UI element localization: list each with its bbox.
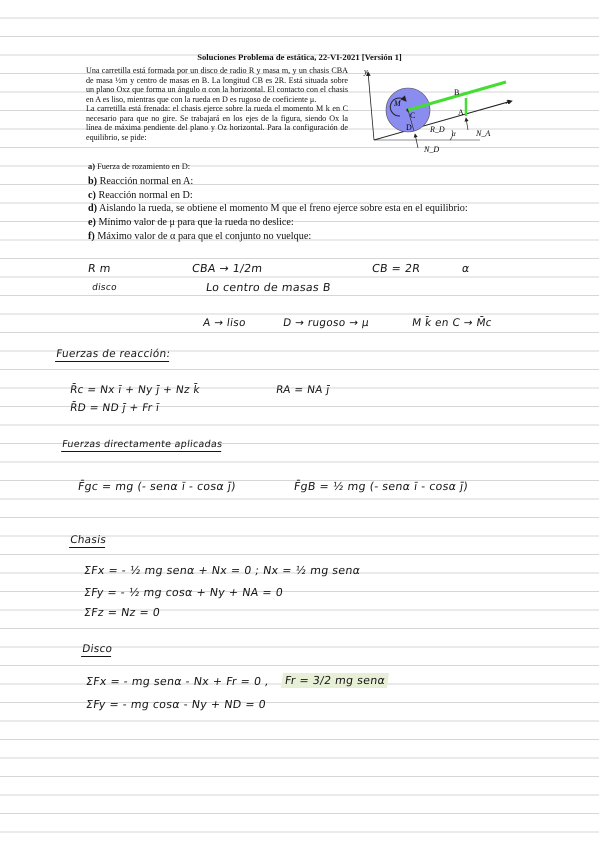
eq-chasis-fz: ΣFz = Nz = 0 — [83, 606, 161, 619]
heading-fuerzas-reaccion: Fuerzas de reacción: — [55, 348, 172, 360]
label-A: A — [458, 108, 464, 117]
y-axis-label: y — [364, 67, 368, 76]
question-c: c) Reacción normal en D: — [88, 190, 193, 201]
note-D-rugoso: D → rugoso → μ — [282, 317, 370, 329]
note-moment: M k̄ en C → M̄c — [411, 317, 493, 329]
problem-statement — [86, 66, 348, 142]
eq-chasis-fx: ΣFx = - ½ mg senα + Nx = 0 ; Nx = ½ mg senα — [83, 564, 362, 577]
question-e: e) Mínimo valor de μ para que la rueda no deslice: — [88, 217, 294, 228]
eq-disco-fy: ΣFy = - mg cosα - Ny + ND = 0 — [85, 698, 267, 711]
question-a: a) Fuerza de rozamiento en D: — [88, 162, 191, 171]
y-axis — [368, 72, 374, 140]
note-cb: CB = 2R — [371, 262, 422, 275]
eq-rc: R̄c = Nx ī + Ny j̄ + Nz k̄ — [69, 384, 201, 396]
heading-disco: Disco — [81, 643, 114, 655]
eq-fgc: F̄gc = mg (- senα ī - cosα j̄) — [77, 480, 237, 493]
label-C: C — [410, 111, 416, 120]
x-axis-label: x — [506, 97, 510, 106]
note-R-m: R m — [87, 262, 112, 275]
page-title: Soluciones Problema de estática, 22-VI-2021 [Versión 1] — [197, 52, 402, 62]
eq-ra: RA = NA j̄ — [275, 384, 331, 396]
problem-paragraph-1: Una carretilla está formada por un disco de radio R y masa m, y un chasis CBA de masa ½m y centro de masas en B. La longitud CB es 2R. Está situada sobre un plano Oxz que forma un ángulo α con la horizontal. El contacto con el chasis en A es liso, mientras que con la rueda en D es rugoso de coeficiente μ. — [86, 66, 348, 104]
result-fr-highlight: Fr = 3/2 mg senα — [281, 673, 389, 688]
note-A-liso: A → liso — [202, 317, 247, 329]
eq-fgb: F̄gB = ½ mg (- senα ī - cosα j̄) — [293, 480, 469, 493]
normal-A-arrow — [466, 118, 468, 130]
note-centro-masas: Lo centro de masas B — [205, 281, 332, 294]
note-cba: CBA → 1/2m — [191, 262, 264, 275]
label-B: B — [454, 88, 460, 97]
label-RD: R_D — [430, 125, 445, 134]
wheelbarrow-figure — [360, 60, 520, 160]
label-M: M — [394, 99, 401, 108]
problem-paragraph-2: La carretilla está frenada: el chasis ejerce sobre la rueda el momento M k en C necesario para que no gire. Se trabajará en los ejes de la figura, siendo Ox la línea de máxima pendiente del plano y Oz horizontal. Para la configuración de equilibrio, se pide: — [86, 104, 348, 142]
eq-disco-fx: ΣFx = - mg senα - Nx + Fr = 0 , — [85, 675, 270, 688]
label-D: D — [406, 123, 412, 132]
question-f: f) Máximo valor de α para que el conjunto no vuelque: — [88, 231, 312, 242]
normal-D-arrow — [415, 134, 418, 148]
question-b: b) Reacción normal en A: — [88, 176, 194, 187]
label-ND: N_D — [424, 145, 440, 154]
note-alpha: α — [461, 262, 471, 275]
eq-rd: R̄D = ND j̄ + Fr ī — [69, 402, 161, 414]
heading-chasis: Chasis — [69, 534, 108, 546]
eq-chasis-fy: ΣFy = - ½ mg cosα + Ny + NA = 0 — [83, 586, 284, 599]
note-disco: disco — [91, 283, 118, 293]
label-NA: N_A — [476, 129, 491, 138]
heading-fuerzas-aplicadas: Fuerzas directamente aplicadas — [61, 439, 224, 450]
alpha-label: α — [452, 130, 456, 138]
question-d: d) Aislando la rueda, se obtiene el momento M que el freno ejerce sobre esta en el equilibrio: — [88, 203, 468, 214]
